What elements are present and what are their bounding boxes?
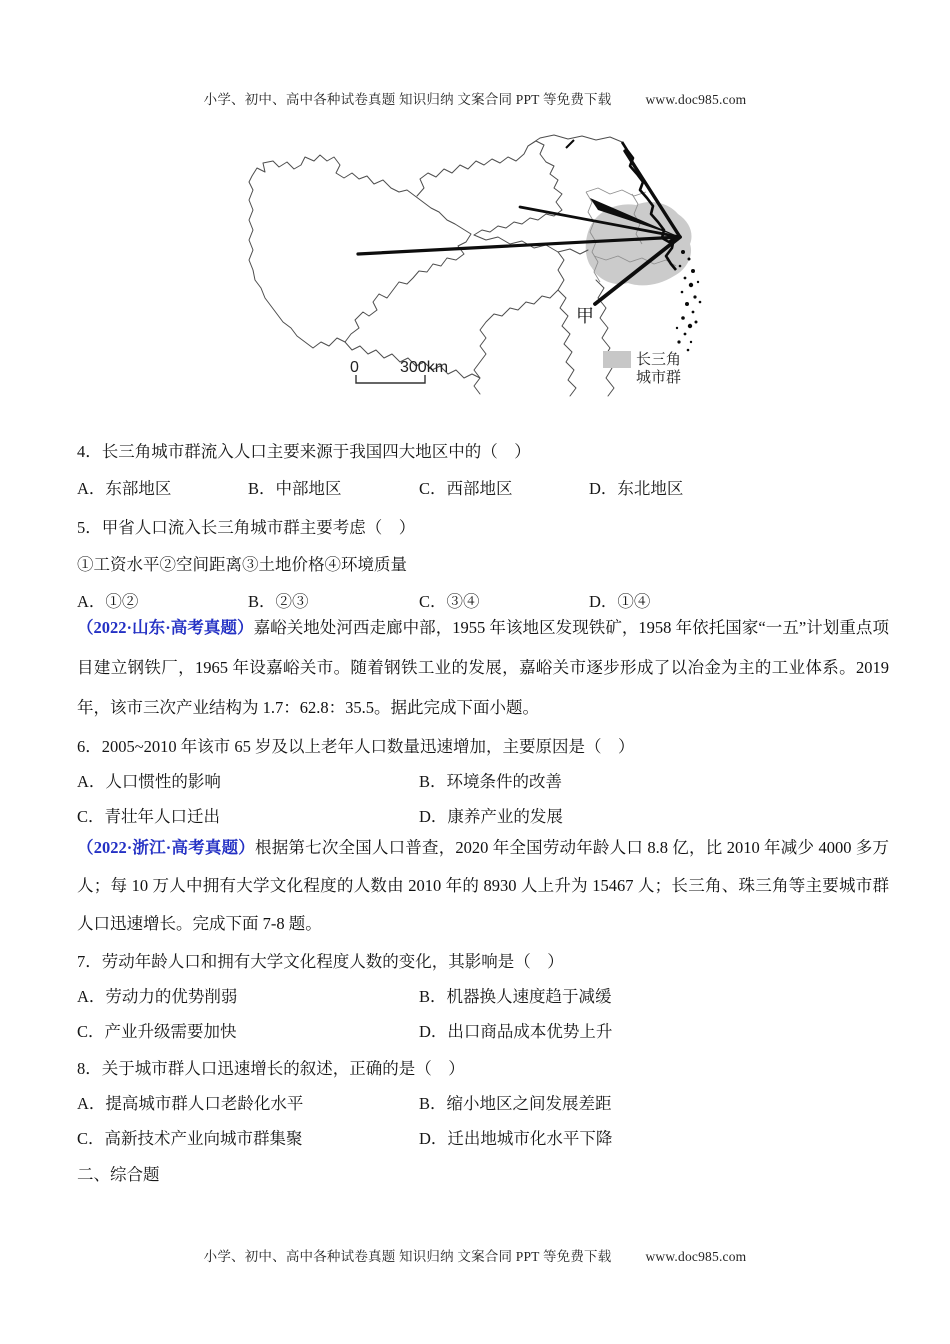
map-legend xyxy=(603,351,681,386)
question-text: 7．劳动年龄人口和拥有大学文化程度人数的变化，其影响是（ ） xyxy=(77,952,564,971)
question-text: 8．关于城市群人口迅速增长的叙述，正确的是（ ） xyxy=(77,1059,465,1078)
scale-zero: 0 xyxy=(350,359,359,376)
option: B．环境条件的改善 xyxy=(419,772,563,791)
legend-swatch xyxy=(603,351,631,368)
watermark-url: www.doc985.com xyxy=(645,1249,747,1264)
province-borders xyxy=(249,135,622,396)
option: B．②③ xyxy=(248,592,309,611)
question-4-options xyxy=(0,477,950,501)
legend-line1: 长三角 xyxy=(636,351,682,368)
option: C．西部地区 xyxy=(419,479,513,498)
question-6-options-cd xyxy=(0,805,950,829)
question-text: 6．2005~2010 年该市 65 岁及以上老年人口数量迅速增加，主要原因是（ ） xyxy=(77,737,635,756)
option: B．缩小地区之间发展差距 xyxy=(419,1094,612,1113)
watermark-url: www.doc985.com xyxy=(645,92,747,107)
passage-text: 根据第七次全国人口普查，2020 年全国劳动年龄人口 8.8 亿，比 2010 年减少 4000 多万人；每 10 万人中拥有大学文化程度的人数由 2010 年的 8930 人上升为 15467 人；长三角、珠三角等主要城市群人口迅速增长。完成下面 7-8 题。 xyxy=(77,838,890,933)
scale-bar xyxy=(350,359,448,383)
passage-text: 嘉峪关地处河西走廊中部，1955 年该地区发现铁矿，1958 年依托国家“一五”计划重点项目建立钢铁厂，1965 年设嘉峪关市。随着钢铁工业的发展，嘉峪关市逐步形成了以冶金为主的工业体系。2019 年，该市三次产业结构为 1.7：62.8：35.5。据此完成下面小题。 xyxy=(77,618,889,717)
coast-mark xyxy=(566,140,574,148)
watermark-footer xyxy=(0,1245,950,1265)
option: B．中部地区 xyxy=(248,479,342,498)
option: A．提高城市群人口老龄化水平 xyxy=(77,1094,304,1113)
question-8-options-ab xyxy=(0,1092,950,1116)
question-4-stem xyxy=(0,440,950,464)
question-6-options-ab xyxy=(0,770,950,794)
option: A．①② xyxy=(77,592,139,611)
option: D．出口商品成本优势上升 xyxy=(419,1022,613,1041)
map-figure xyxy=(228,132,742,406)
question-5-stem xyxy=(0,516,950,540)
scale-distance: 300km xyxy=(400,359,449,376)
legend-line2: 城市群 xyxy=(636,369,682,386)
passage-source-tag: （2022·山东·高考真题） xyxy=(77,618,254,637)
passage-source-tag: （2022·浙江·高考真题） xyxy=(77,838,256,857)
option: C．产业升级需要加快 xyxy=(77,1022,237,1041)
option: C．高新技术产业向城市群集聚 xyxy=(77,1129,303,1148)
section-title: 二、综合题 xyxy=(77,1165,160,1184)
numbered-items: ①工资水平②空间距离③土地价格④环境质量 xyxy=(77,555,407,574)
question-7-options-ab xyxy=(0,985,950,1009)
passage-shandong xyxy=(77,608,889,728)
island-dots xyxy=(676,250,702,351)
label-jia: 甲 xyxy=(576,306,594,326)
section-heading-2 xyxy=(0,1163,950,1187)
passage-zhejiang xyxy=(77,829,889,943)
option: D．康养产业的发展 xyxy=(419,807,563,826)
question-text: 4．长三角城市群流入人口主要来源于我国四大地区中的（ ） xyxy=(77,442,531,461)
option: C．③④ xyxy=(419,592,480,611)
option: A．劳动力的优势削弱 xyxy=(77,987,238,1006)
option: D．东北地区 xyxy=(589,479,684,498)
question-8-stem xyxy=(0,1057,950,1081)
watermark-header xyxy=(0,88,950,108)
question-7-options-cd xyxy=(0,1020,950,1044)
question-6-stem xyxy=(0,735,950,759)
watermark-text: 小学、初中、高中各种试卷真题 知识归纳 文案合同 PPT 等免费下载 xyxy=(203,1249,612,1264)
question-5-items xyxy=(0,553,950,577)
question-text: 5．甲省人口流入长三角城市群主要考虑（ ） xyxy=(77,518,416,537)
option: B．机器换人速度趋于减缓 xyxy=(419,987,612,1006)
question-7-stem xyxy=(0,950,950,974)
option: D．迁出地城市化水平下降 xyxy=(419,1129,613,1148)
option: D．①④ xyxy=(589,592,651,611)
china-migration-map xyxy=(228,132,742,406)
city-cluster-area xyxy=(586,202,692,285)
option: A．东部地区 xyxy=(77,479,172,498)
question-8-options-cd xyxy=(0,1127,950,1151)
option: A．人口惯性的影响 xyxy=(77,772,221,791)
option: C．青壮年人口迁出 xyxy=(77,807,221,826)
watermark-text: 小学、初中、高中各种试卷真题 知识归纳 文案合同 PPT 等免费下载 xyxy=(203,92,612,107)
